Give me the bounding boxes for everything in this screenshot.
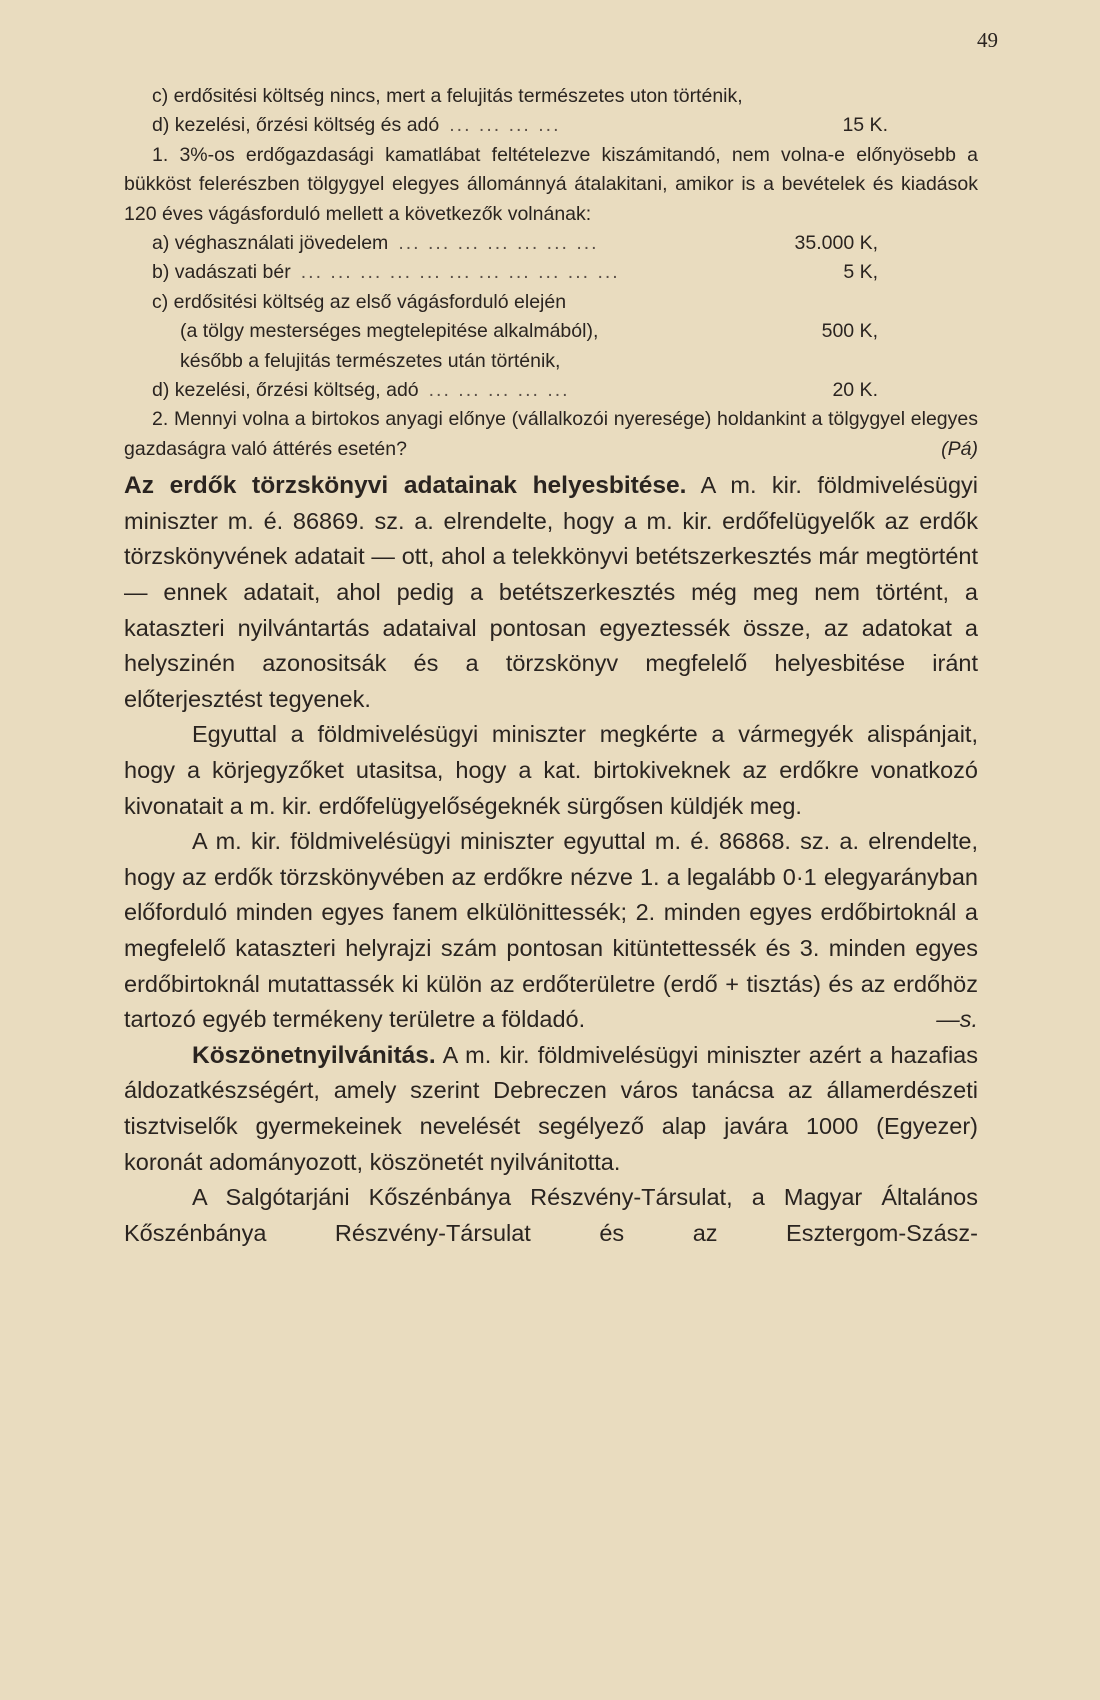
q1-item-b-dots: ... ... ... ... ... ... ... ... ... ... ... — [300, 261, 620, 284]
item-d — [124, 111, 978, 140]
item-c: c) erdősitési költség nincs, mert a felujitás természetes uton történik, — [152, 85, 743, 107]
exercise-section — [124, 82, 978, 464]
article-1-para-1 — [124, 468, 978, 717]
article-1-text-3: A m. kir. földmivelésügyi miniszter egyuttal m. é. 86868. sz. a. elrendelte, hogy az erdők törzskönyvében az erdőkre nézve 1. a legalább 0·1 elegyarányban előforduló minden egyes fanem elkülönittessék; 2. minden egyes erdőbirtoknál a megfelelő kataszteri helyrajzi szám pontosan kitüntettessék és 3. minden egyes erdőbirtoknál mutattassék ki külön az erdőterületre (erdő + tisztás) és az erdőhöz tartozó egyéb termékeny területre a földadó. — [124, 828, 978, 1033]
article-2-heading: Köszönetnyilvánitás. — [192, 1041, 436, 1069]
q1-item-d — [124, 376, 978, 405]
question-2-text: 2. Mennyi volna a birtokos anyagi előnye (vállalkozói nyeresége) holdankint a tölgygyel elegyes gazdaságra való áttérés esetén? — [124, 408, 978, 460]
article-1-signature: —s. — [936, 1006, 978, 1033]
item-d-dots: ... ... ... ... — [449, 114, 561, 137]
article-1-para-3 — [124, 824, 978, 1038]
article-1-para-2: Egyuttal a földmivelésügyi miniszter megkérte a vármegyék alispánjait, hogy a körjegyzőket utasitsa, hogy a kat. birtokiveknek az erdőkre vonatkozó kivonatait a m. kir. erdőfelügyelőségeknék sürgősen küldjék meg. — [124, 721, 978, 819]
page-number: 49 — [977, 28, 998, 52]
q1-item-b — [124, 258, 978, 287]
news-section — [124, 468, 978, 1251]
q1-item-a-dots: ... ... ... ... ... ... ... — [398, 232, 599, 255]
q1-item-d-label: d) kezelési, őrzési költség, adó — [152, 379, 419, 402]
question-2-tag: (Pá) — [941, 437, 978, 460]
article-1-heading: Az erdők törzskönyvi adatainak helyesbitése. — [124, 472, 687, 500]
article-2-text-1: A m. kir. földmivelésügyi miniszter azért a hazafias áldozatkészségért, amely szerint Debreczen város tanácsa az államerdészeti tisztviselők gyermekeinek nevelését segélyező alap javára 1000 (Egyezer) koronát adományozott, köszönetét nyilvánitotta. — [124, 1041, 978, 1175]
article-1-text-1: A m. kir. földmivelésügyi miniszter m. é. 86869. sz. a. elrendelte, hogy a m. kir. erdőfelügyelők az erdők törzskönyvének adatait — ott, ahol a telekkönyvi betétszerkesztés már megtörtént — ennek adatait, ahol pedig a betétszerkesztés még meg nem történt, a kataszteri nyilvántartás adataival pontosan egyeztessék össze, az adatokat a helyszinén azonositsák és a törzskönyv megfelelő helyesbitése iránt előterjesztést tegyenek. — [124, 472, 979, 712]
q1-item-a — [124, 229, 978, 258]
article-2-para-1 — [124, 1038, 978, 1180]
q1-item-c2 — [124, 317, 978, 346]
item-d-value: 15 K. — [842, 114, 888, 137]
q1-item-b-label: b) vadászati bér — [152, 261, 291, 284]
q1-item-c3: később a felujitás természetes után történik, — [180, 349, 561, 372]
q1-item-d-value: 20 K. — [832, 379, 878, 402]
q1-item-d-dots: ... ... ... ... ... — [428, 379, 570, 402]
q1-item-a-value: 35.000 K, — [794, 232, 878, 255]
page-body — [124, 82, 978, 1251]
q1-item-c2-value: 500 K, — [821, 320, 878, 343]
question-2 — [124, 405, 978, 464]
q1-item-b-value: 5 K, — [843, 261, 878, 284]
article-2-para-2: A Salgótarjáni Kőszénbánya Részvény-Társulat, a Magyar Általános Kőszénbánya Részvény-Társulat és az Esztergom-Szász- — [124, 1184, 978, 1246]
item-d-label: d) kezelési, őrzési költség és adó — [152, 114, 440, 137]
q1-item-c1: c) erdősitési költség az első vágásforduló elején — [152, 290, 567, 313]
question-1: 1. 3%-os erdőgazdasági kamatlábat feltételezve kiszámitandó, nem volna-e előnyösebb a bükköst felerészben tölgygyel elegyes állománnyá átalakitani, amikor is a bevételek és kiadások 120 éves vágásforduló mellett a következők volnának: — [124, 143, 978, 225]
q1-item-a-label: a) véghasználati jövedelem — [152, 232, 389, 255]
q1-item-c2-label: (a tölgy mesterséges megtelepitése alkalmából), — [180, 320, 599, 343]
